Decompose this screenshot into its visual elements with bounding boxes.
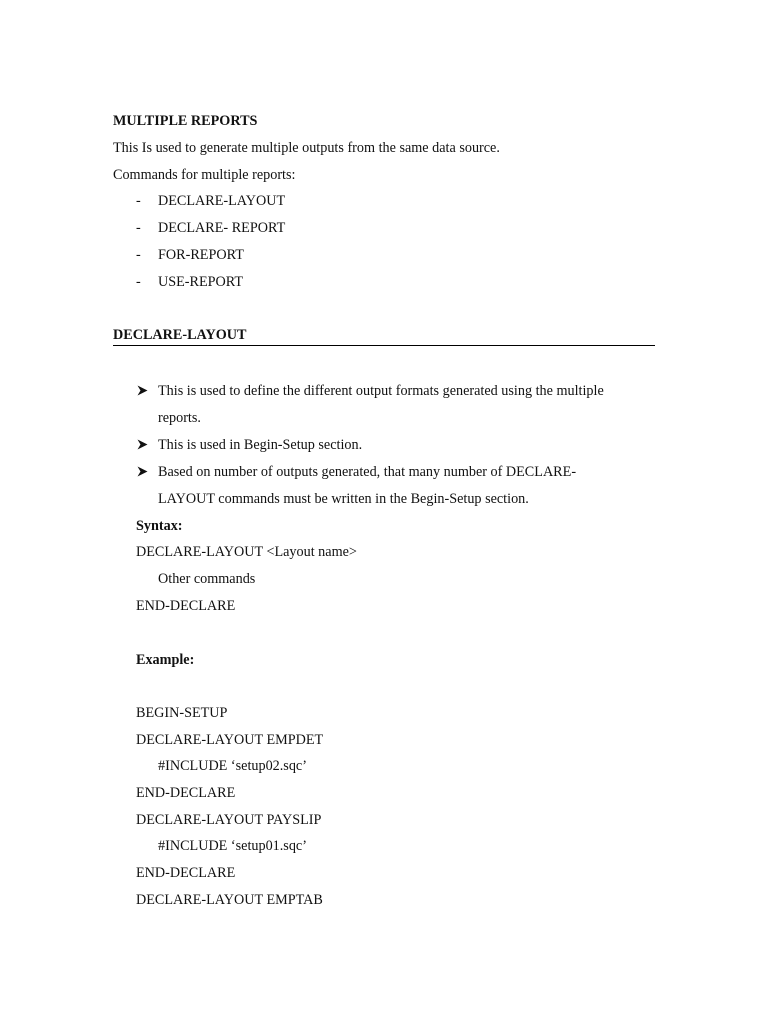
command-item: USE-REPORT <box>158 274 244 290</box>
example-code-line: DECLARE-LAYOUT EMPTAB <box>136 892 323 908</box>
example-code-line: BEGIN-SETUP <box>136 705 228 721</box>
example-code-line: #INCLUDE ‘setup01.sqc’ <box>158 838 307 854</box>
dash-bullet: - <box>136 274 141 290</box>
example-label: Example: <box>136 652 195 668</box>
bullet-text: This is used to define the different output formats generated using the multiple <box>158 383 604 399</box>
syntax-line: Other commands <box>158 571 256 587</box>
command-item: FOR-REPORT <box>158 247 244 263</box>
example-code-line: DECLARE-LAYOUT EMPDET <box>136 732 324 748</box>
dash-bullet: - <box>136 193 141 209</box>
example-code-line: END-DECLARE <box>136 865 236 881</box>
bullet-text: This is used in Begin-Setup section. <box>158 437 363 453</box>
intro-text: This Is used to generate multiple outputs from the same data source. <box>113 140 500 156</box>
heading-underline-rule <box>113 345 655 346</box>
bullet-text-continuation: reports. <box>158 410 201 426</box>
commands-label: Commands for multiple reports: <box>113 167 296 183</box>
arrowhead-bullet-icon <box>137 385 148 396</box>
syntax-line: END-DECLARE <box>136 598 236 614</box>
bullet-text: Based on number of outputs generated, that many number of DECLARE- <box>158 464 577 480</box>
command-item: DECLARE- REPORT <box>158 220 286 236</box>
example-code-line: DECLARE-LAYOUT PAYSLIP <box>136 812 322 828</box>
example-code-line: #INCLUDE ‘setup02.sqc’ <box>158 758 307 774</box>
example-code-line: END-DECLARE <box>136 785 236 801</box>
bullet-text-continuation: LAYOUT commands must be written in the Begin-Setup section. <box>158 491 529 507</box>
arrowhead-bullet-icon <box>137 439 148 450</box>
arrowhead-bullet-icon <box>137 466 148 477</box>
dash-bullet: - <box>136 247 141 263</box>
section-heading-declare-layout: DECLARE-LAYOUT <box>113 327 247 343</box>
syntax-label: Syntax: <box>136 518 183 534</box>
command-item: DECLARE-LAYOUT <box>158 193 286 209</box>
syntax-line: DECLARE-LAYOUT <Layout name> <box>136 544 357 560</box>
section-heading-multiple-reports: MULTIPLE REPORTS <box>113 113 258 129</box>
dash-bullet: - <box>136 220 141 236</box>
